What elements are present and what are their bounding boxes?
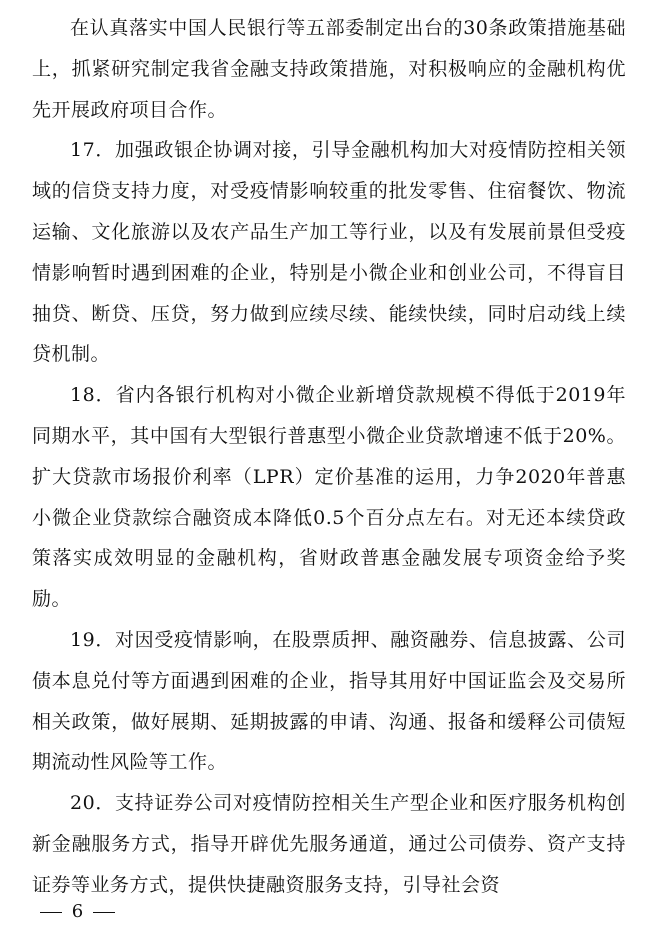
paragraph-intro: 在认真落实中国人民银行等五部委制定出台的30条政策措施基础上，抓紧研究制定我省金融支持政策措施，对积极响应的金融机构优先开展政府项目合作。 [32,17,626,121]
page-number: 6 [71,901,84,922]
footer-dash-right [93,912,115,913]
paragraph-17: 17．加强政银企协调对接，引导金融机构加大对疫情防控相关领域的信贷支持力度，对受疫情影响较重的批发零售、住宿餐饮、物流运输、文化旅游以及农产品生产加工等行业，以及有发展前景但受疫情影响暂时遇到困难的企业，特别是小微企业和创业公司，不得盲目抽贷、断贷、压贷，努力做到应续尽续、能续快续，同时启动线上续贷机制。 [32,139,626,366]
paragraph-20: 20．支持证券公司对疫情防控相关生产型企业和医疗服务机构创新金融服务方式，指导开辟优先服务通道，通过公司债券、资产支持证券等业务方式，提供快捷融资服务支持，引导社会资 [32,792,626,896]
paragraph-19: 19．对因受疫情影响，在股票质押、融资融券、信息披露、公司债本息兑付等方面遇到困难的企业，指导其用好中国证监会及交易所相关政策，做好展期、延期披露的申请、沟通、报备和缓释公司债短期流动性风险等工作。 [32,628,626,774]
footer-dash-left [40,912,62,913]
page-footer [36,900,119,924]
paragraph-18: 18．省内各银行机构对小微企业新增贷款规模不得低于2019年同期水平，其中国有大型银行普惠型小微企业贷款增速不低于20%。扩大贷款市场报价利率（LPR）定价基准的运用，力争2020年普惠小微企业贷款综合融资成本降低0.5个百分点左右。对无还本续贷政策落实成效明显的金融机构，省财政普惠金融发展专项资金给予奖励。 [32,384,626,611]
